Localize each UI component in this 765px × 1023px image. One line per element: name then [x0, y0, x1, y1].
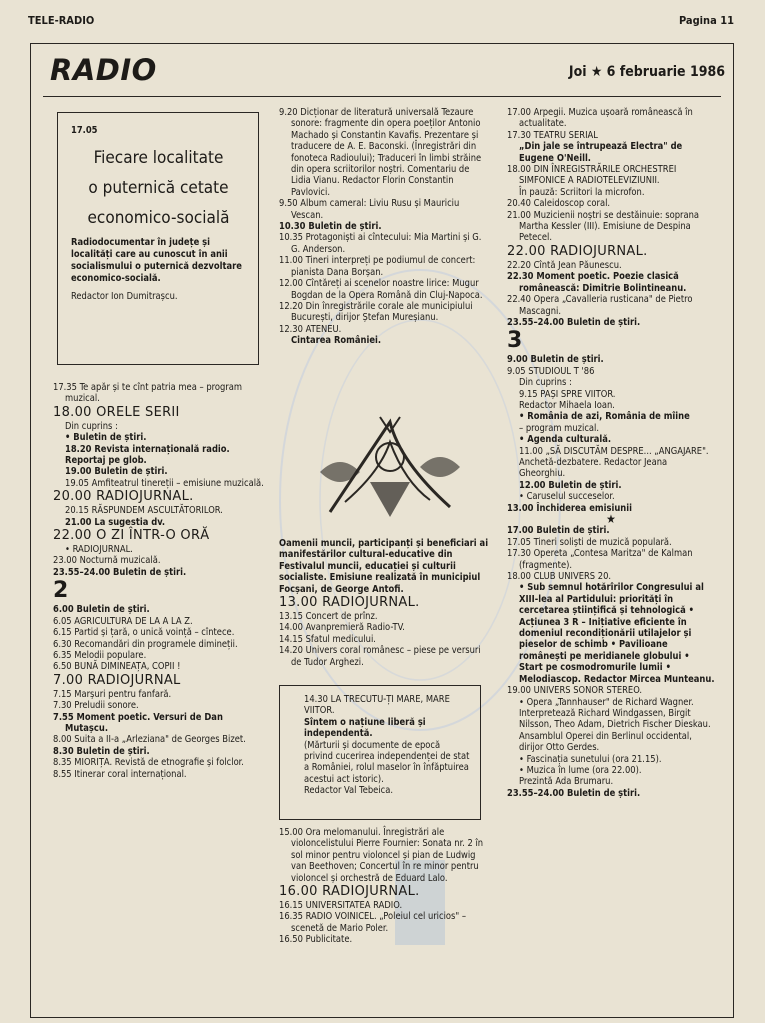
program-entry: 13.15 Concert de prînz.: [279, 611, 378, 623]
program-entry: 18.20 Revista internațională radio. Reportaj pe glob.: [65, 443, 230, 467]
program-entry: • Fascinația sunetului (ora 21.15).: [519, 753, 662, 765]
program-entry: • Agenda culturală.: [519, 434, 612, 446]
history-title: 14.30 LA TRECUTU-ȚI MARE, MARE VIITOR.: [304, 694, 450, 717]
program-entry: 15.00 Ora melomanului. Înregistrări ale violoncelistului Pierre Fournier: Sonata nr. 2 în sol minor pentru violoncel și pian de Ludwig van Beethoven; Concertul în re minor pentru violoncel și orchestră de Eduard Lalo.: [279, 827, 484, 884]
program-entry: 9.15 PAȘI SPRE VIITOR.: [519, 388, 616, 400]
program-entry: • România de azi, România de mîine: [519, 411, 690, 423]
feature-title-line: economico-socială: [87, 208, 230, 228]
program-entry: „Din jale se întrupează Electra" de Eugene O'Neill.: [519, 141, 683, 164]
feature-title-line: o puternică cetate: [88, 178, 229, 198]
page-header-left: TELE-RADIO: [28, 14, 95, 27]
day-number: 3: [507, 328, 523, 354]
program-entry: 6.50 BUNĂ DIMINEAȚA, COPII !: [53, 661, 181, 673]
program-entry: 20.15 RĂSPUNDEM ASCULTĂTORILOR.: [65, 505, 223, 517]
program-entry: 17.30 Opereta „Contesa Maritza" de Kalman (fragmente).: [507, 548, 693, 571]
program-entry: 12.00 Cîntăreți ai scenelor noastre lirice: Mugur Bogdan de la Opera Română din Cluj-Napoca.: [279, 278, 483, 301]
program-entry: 11.00 „SĂ DISCUTĂM DESPRE... „ANGAJARE". Anchetă-dezbatere. Redactor Jeana Gheorghiu.: [519, 445, 709, 480]
feature-title-line: Fiecare localitate: [93, 148, 224, 168]
program-entry: 19.00 Buletin de știri.: [65, 466, 168, 478]
day-number: 2: [53, 578, 69, 604]
feature-body: Radiodocumentar în județe și localități care au cunoscut în anii socialismului o puternică dezvoltare economico-socială.: [71, 237, 242, 284]
program-entry: 18.00 DIN ÎNREGISTRĂRILE ORCHESTREI SIMFONICE A RADIOTELEVIZIUNII.: [507, 164, 677, 187]
program-entry: 16.50 Publicitate.: [279, 934, 353, 946]
program-entry: 22.20 Cîntă Jean Păunescu.: [507, 259, 622, 271]
program-entry: 8.00 Suita a II-a „Arleziana" de Georges Bizet.: [53, 734, 246, 746]
program-entry: 9.50 Album cameral: Liviu Rusu și Mauriciu Vescan.: [279, 198, 460, 221]
program-entry: 17.00 Buletin de știri.: [507, 525, 610, 537]
program-entry: 14.20 Univers coral românesc – piese pe versuri de Tudor Arghezi.: [279, 645, 481, 668]
program-entry: Cintarea României.: [291, 335, 382, 347]
feature-editor: Redactor Ion Dumitrașcu.: [71, 291, 178, 302]
program-entry: Redactor Mihaela Ioan.: [519, 399, 615, 411]
history-box: [279, 685, 481, 820]
column-1: [53, 382, 265, 780]
page-title: RADIO: [50, 53, 157, 87]
program-entry: 17.05 Tineri soliști de muzică populară.: [507, 536, 672, 548]
program-entry: 19.00 UNIVERS SONOR STEREO.: [507, 685, 643, 697]
program-entry: • Buletin de știri.: [65, 432, 147, 444]
program-entry: 19.05 Amfiteatrul tinereții – emisiune muzicală.: [65, 477, 264, 489]
history-editor: Redactor Val Tebeica.: [304, 785, 394, 797]
program-entry: 22.40 Opera „Cavalleria rusticana" de Pietro Mascagni.: [507, 294, 693, 317]
program-entry: Din cuprins :: [65, 420, 118, 432]
program-entry: 17.35 Te apăr și te cînt patria mea – program muzical.: [53, 382, 243, 405]
program-entry: 8.55 Itinerar coral internațional.: [53, 768, 187, 780]
program-entry: 16.15 UNIVERSITATEA RADIO.: [279, 900, 403, 912]
program-entry: 8.30 Buletin de știri.: [53, 745, 150, 757]
column-3: [507, 107, 715, 799]
program-entry: 20.40 Caleidoscop coral.: [507, 198, 611, 210]
date-line: Joi ★ 6 februarie 1986: [568, 64, 725, 80]
program-entry: • Sub semnul hotărîrilor Congresului al XIII-lea al Partidului: priorități în cercetarea științifică și tehnologică • Acțiunea 3 R – Inițiative eficiente în domeniul recondiționării utilajelor și pieselor de schimb • Pavilioane românești pe meridianele globului • Start pe cosmodromurile lumii • Melodiascop. Redactor Mircea Munteanu.: [519, 582, 715, 685]
program-entry: Prezintă Ada Brumaru.: [519, 776, 614, 788]
program-entry: 6.05 AGRICULTURA DE LA A LA Z.: [53, 615, 193, 627]
program-entry: 14.15 Sfatul medicului.: [279, 633, 376, 645]
feature-title: [71, 143, 246, 233]
program-entry: 22.30 Moment poetic. Poezie clasică românească: Dimitrie Bolintineanu.: [507, 271, 687, 294]
program-entry: 23.55–24.00 Buletin de știri.: [507, 787, 641, 799]
title-rule: [43, 96, 721, 97]
column-2-top: [279, 107, 491, 347]
floral-illustration: [310, 412, 470, 527]
program-entry: 7.30 Preludii sonore.: [53, 700, 139, 712]
page-number: Pagina 11: [678, 14, 734, 27]
program-entry: Din cuprins :: [519, 377, 572, 389]
program-entry: 17.30 TEATRU SERIAL: [507, 129, 598, 141]
history-body: (Mărturii și documente de epocă privind cucerirea independenței de stat a României, rolul maselor în înfăptuirea acestui act istoric).: [304, 739, 470, 785]
program-entry: 6.35 Melodii populare.: [53, 649, 147, 661]
program-entry: 13.00 RADIOJURNAL.: [279, 595, 420, 611]
program-entry: • RADIOJURNAL.: [65, 544, 133, 556]
program-entry: 11.00 Tineri interpreți pe podiumul de concert: pianista Dana Borșan.: [279, 255, 476, 278]
separator-star: ★: [606, 512, 616, 526]
program-entry: 17.00 Arpegii. Muzica ușoară românească în actualitate.: [507, 107, 693, 130]
program-entry: Oamenii muncii, participanți și beneficiari ai manifestărilor cultural-educative din Festivalul muncii, educației și culturii socialiste. Emisiune realizată în municipiul Focșani, de George Antofi.: [279, 538, 489, 595]
program-entry: 9.00 Buletin de știri.: [507, 354, 604, 366]
program-entry: 21.00 Muzicienii noștri se destăinuie: soprana Martha Kessler (III). Emisiune de Despina Petecel.: [507, 209, 700, 244]
program-entry: 7.15 Marșuri pentru fanfară.: [53, 688, 172, 700]
column-2-middle: [279, 538, 491, 668]
program-entry: 6.15 Partid și țară, o unică voință – cîntece.: [53, 627, 235, 639]
program-entry: 12.20 Din înregistrările corale ale municipiului București, dirijor Ștefan Mureșianu.: [279, 300, 473, 324]
program-entry: 22.00 RADIOJURNAL.: [507, 243, 648, 259]
feature-time: 17.05: [71, 125, 98, 136]
program-entry: 7.00 RADIOJURNAL: [53, 672, 181, 688]
program-entry: 22.00 O ZI ÎNTR-O ORĂ: [53, 528, 210, 544]
program-entry: 6.30 Recomandări din programele dimineții.: [53, 638, 238, 650]
program-entry: 12.00 Buletin de știri.: [519, 479, 622, 491]
program-entry: 16.00 RADIOJURNAL.: [279, 884, 420, 900]
program-entry: • Caruselul succeselor.: [519, 491, 615, 503]
program-entry: 12.30 ATENEU.: [279, 323, 342, 335]
program-entry: – program muzical.: [519, 422, 600, 434]
program-entry: • Muzica în lume (ora 22.00).: [519, 764, 642, 776]
program-entry: 18.00 ORELE SERII: [53, 404, 180, 420]
program-entry: 13.00 Închiderea emisiunii: [507, 502, 632, 514]
program-entry: 10.35 Protagoniști ai cîntecului: Mia Martini și G. G. Anderson.: [279, 232, 482, 255]
program-entry: 20.00 RADIOJURNAL.: [53, 489, 194, 505]
program-entry: 14.00 Avanpremieră Radio-TV.: [279, 622, 405, 634]
program-entry: 7.55 Moment poetic. Versuri de Dan Mutașcu.: [53, 711, 223, 734]
program-entry: 9.20 Dicționar de literatură universală Tezaure sonore: fragmente din opera poeților Antonio Machado și Constantin Kavafis. Prezentare și traducere de A. E. Baconski. (Înregistrări din fonoteca Radioului); Traduceri în limbi străine din opera scriitorilor noștri. Comentariu de Lidia Vianu. Redactor Florin Constantin Pavlovici.: [279, 107, 482, 198]
program-entry: 8.35 MIORIȚA. Revistă de etnografie și folclor.: [53, 757, 244, 769]
program-entry: 6.00 Buletin de știri.: [53, 604, 150, 616]
program-entry: 23.55–24.00 Buletin de știri.: [507, 316, 641, 328]
program-entry: 16.35 RADIO VOINICEL. „Poleiul cel uricios" – scenetă de Mario Poler.: [279, 911, 467, 934]
program-entry: • Opera „Tannhauser" de Richard Wagner. Interpretează Richard Windgassen, Birgit Nilsson, Theo Adam, Dietrich Fischer Dieskau. Ansamblul Operei din Berlinul occidental, dirijor Otto Gerdes.: [519, 696, 711, 754]
program-entry: În pauză: Scriitori la microfon.: [519, 186, 645, 198]
program-entry: 10.30 Buletin de știri.: [279, 221, 382, 233]
program-entry: 18.00 CLUB UNIVERS 20.: [507, 571, 612, 583]
program-entry: 23.55–24.00 Buletin de știri.: [53, 566, 187, 578]
program-entry: 9.05 STUDIOUL T '86: [507, 365, 595, 377]
column-2-bottom: [279, 827, 491, 946]
program-entry: 21.00 La sugestia dv.: [65, 516, 166, 528]
feature-box: [57, 112, 259, 365]
program-entry: 23.00 Nocturnă muzicală.: [53, 555, 161, 567]
history-subtitle: Sîntem o națiune liberă și independentă.: [304, 716, 426, 740]
